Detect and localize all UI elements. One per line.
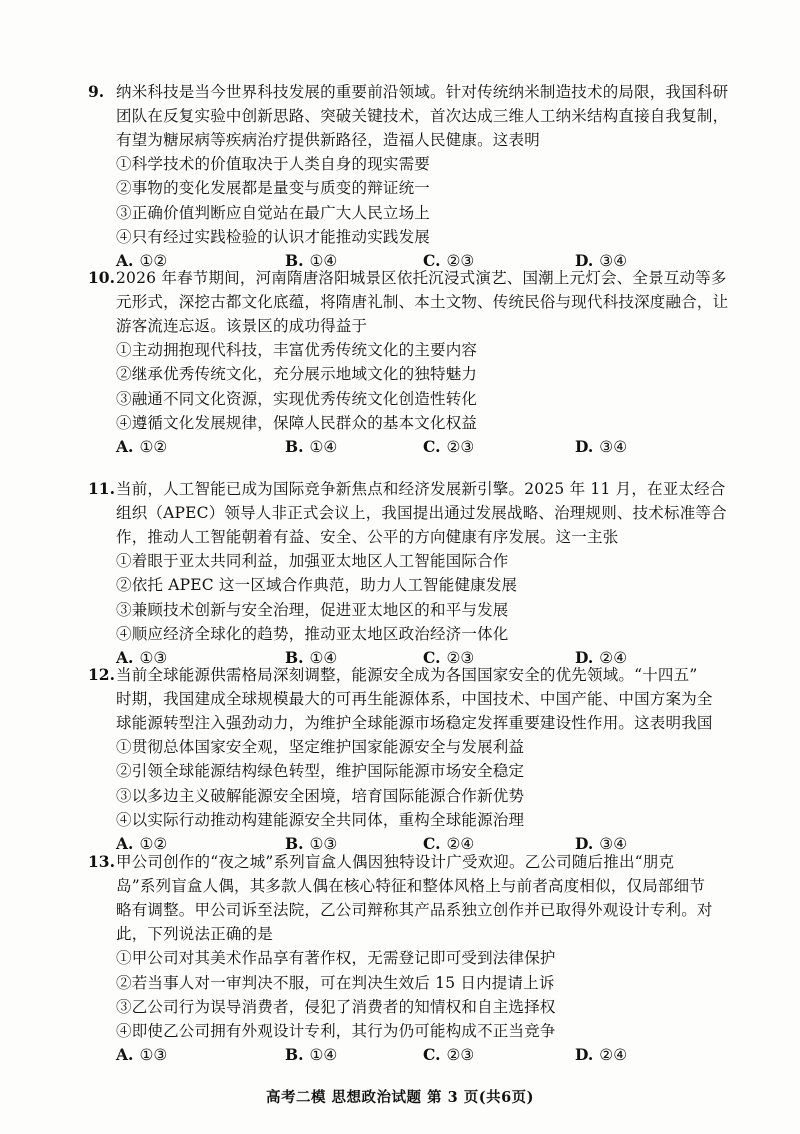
option-label: D. bbox=[575, 833, 594, 853]
option-label: B. bbox=[285, 1044, 304, 1064]
question-number: 13. bbox=[88, 852, 115, 871]
option-label: B. bbox=[285, 250, 304, 270]
option-label: A. bbox=[116, 436, 134, 456]
option-text: ③④ bbox=[599, 834, 628, 853]
option-text: ①③ bbox=[139, 1045, 168, 1064]
question-number: 9. bbox=[88, 82, 105, 101]
option-text: ②④ bbox=[446, 834, 475, 853]
option-label: B. bbox=[285, 647, 304, 667]
page-footer: 高考二模 思想政治试题 第 3 页(共6页) bbox=[265, 1089, 535, 1106]
option-label: B. bbox=[285, 833, 304, 853]
option-text: ②③ bbox=[446, 251, 475, 270]
option-label: A. bbox=[116, 647, 134, 667]
statement-item: ②依托 APEC 这一区域合作典范，助力人工智能健康发展 bbox=[116, 576, 518, 595]
answer-option[interactable] bbox=[575, 437, 627, 457]
option-text: ①③ bbox=[309, 834, 338, 853]
statement-item: ②若当事人对一审判决不服，可在判决生效后 15 日内提请上诉 bbox=[116, 973, 555, 992]
statement-item: ①甲公司对其美术作品享有著作权，无需登记即可受到法律保护 bbox=[116, 949, 556, 968]
statement-item: ③兼顾技术创新与安全治理，促进亚太地区的和平与发展 bbox=[116, 600, 509, 619]
question-stem-line: 游客流连忘返。该景区的成功得益于 bbox=[116, 317, 368, 336]
option-label: B. bbox=[285, 436, 304, 456]
option-label: C. bbox=[423, 1044, 441, 1064]
statement-item: ③以多边主义破解能源安全困境，培育国际能源合作新优势 bbox=[116, 786, 525, 805]
option-label: C. bbox=[423, 833, 441, 853]
question-stem-line: 球能源转型注入强劲动力，为维护全球能源市场稳定发挥重要建设性作用。这表明我国 bbox=[116, 714, 713, 733]
question-stem-line: 作，推动人工智能朝着有益、安全、公平的方向健康有序发展。这一主张 bbox=[116, 528, 619, 547]
statement-item: ①主动拥抱现代科技，丰富优秀传统文化的主要内容 bbox=[116, 341, 478, 360]
statement-item: ④只有经过实践检验的认识才能推动实践发展 bbox=[116, 227, 431, 246]
question-number: 10. bbox=[88, 268, 115, 287]
option-label: A. bbox=[116, 250, 134, 270]
option-label: A. bbox=[116, 833, 134, 853]
statement-item: ①科学技术的价值取决于人类自身的现实需要 bbox=[116, 155, 431, 174]
option-text: ②③ bbox=[446, 648, 475, 667]
answer-option[interactable] bbox=[116, 1045, 167, 1065]
question-stem-line: 元形式，深挖古都文化底蕴，将隋唐礼制、本土文物、传统民俗与现代科技深度融合，让 bbox=[116, 293, 729, 312]
question-stem-line: 有望为糖尿病等疾病治疗提供新路径，造福人民健康。这表明 bbox=[116, 131, 540, 150]
answer-option[interactable] bbox=[285, 1045, 337, 1065]
statement-item: ①贯彻总体国家安全观，坚定维护国家能源安全与发展利益 bbox=[116, 738, 525, 757]
option-text: ②④ bbox=[599, 1045, 628, 1064]
option-text: ③④ bbox=[599, 251, 628, 270]
statement-item: ②事物的变化发展都是量变与质变的辩证统一 bbox=[116, 179, 431, 198]
statement-item: ③乙公司行为误导消费者，侵犯了消费者的知情权和自主选择权 bbox=[116, 997, 556, 1016]
answer-option[interactable] bbox=[116, 437, 167, 457]
option-text: ①④ bbox=[309, 437, 338, 456]
option-text: ①② bbox=[139, 251, 168, 270]
answer-option[interactable] bbox=[285, 834, 337, 854]
option-label: D. bbox=[575, 647, 594, 667]
answer-option[interactable] bbox=[423, 1045, 474, 1065]
option-text: ③④ bbox=[599, 437, 628, 456]
option-label: D. bbox=[575, 1044, 594, 1064]
statement-item: ③融通不同文化资源，实现优秀传统文化创造性转化 bbox=[116, 389, 478, 408]
question-number: 11. bbox=[88, 479, 115, 498]
option-text: ②④ bbox=[599, 648, 628, 667]
option-label: C. bbox=[423, 436, 441, 456]
statement-item: ③正确价值判断应自觉站在最广大人民立场上 bbox=[116, 203, 431, 222]
statement-item: ②继承优秀传统文化，充分展示地域文化的独特魅力 bbox=[116, 365, 478, 384]
option-label: C. bbox=[423, 647, 441, 667]
option-text: ①② bbox=[139, 834, 168, 853]
answer-option[interactable] bbox=[575, 834, 627, 854]
option-text: ①④ bbox=[309, 1045, 338, 1064]
statement-item: ④以实际行动推动构建能源安全共同体，重构全球能源治理 bbox=[116, 810, 525, 829]
question-stem-line: 当前，人工智能已成为国际竞争新焦点和经济发展新引擎。2025 年 11 月，在亚太经合 bbox=[116, 480, 726, 498]
question-stem-line: 纳米科技是当今世界科技发展的重要前沿领域。针对传统纳米制造技术的局限，我国科研 bbox=[116, 83, 729, 101]
option-text: ②③ bbox=[446, 1045, 475, 1064]
question-stem-line: 岛”系列盲盒人偶，其多款人偶在核心特征和整体风格上与前者高度相似，仅局部细节 bbox=[116, 877, 706, 896]
option-text: ②③ bbox=[446, 437, 475, 456]
option-label: D. bbox=[575, 436, 594, 456]
question-stem-line: 组织（APEC）领导人非正式会议上，我国提出通过发展战略、治理规则、技术标准等合 bbox=[116, 504, 727, 523]
option-text: ①④ bbox=[309, 251, 338, 270]
answer-option[interactable] bbox=[423, 437, 474, 457]
question-stem-line: 甲公司创作的“夜之城”系列盲盒人偶因独特设计广受欢迎。乙公司随后推出“朋克 bbox=[116, 853, 675, 871]
option-label: A. bbox=[116, 1044, 134, 1064]
question-stem-line: 团队在反复实验中创新思路、突破关键技术，首次达成三维人工纳米结构直接自我复制， bbox=[116, 107, 729, 126]
statement-item: ④即使乙公司拥有外观设计专利，其行为仍可能构成不正当竞争 bbox=[116, 1021, 556, 1040]
answer-option[interactable] bbox=[285, 437, 337, 457]
question-stem-line: 略有调整。甲公司诉至法院，乙公司辩称其产品系独立创作并已取得外观设计专利。对 bbox=[116, 901, 713, 920]
statement-item: ②引领全球能源结构绿色转型，维护国际能源市场安全稳定 bbox=[116, 762, 525, 781]
question-stem-line: 2026 年春节期间，河南隋唐洛阳城景区依托沉浸式演艺、国潮上元灯会、全景互动等多 bbox=[116, 269, 727, 287]
statement-item: ④顺应经济全球化的趋势，推动亚太地区政治经济一体化 bbox=[116, 624, 509, 643]
option-label: D. bbox=[575, 250, 594, 270]
answer-option[interactable] bbox=[423, 834, 474, 854]
option-text: ①② bbox=[139, 437, 168, 456]
option-text: ①③ bbox=[139, 648, 168, 667]
option-label: C. bbox=[423, 250, 441, 270]
option-text: ①④ bbox=[309, 648, 338, 667]
question-stem-line: 当前全球能源供需格局深刻调整，能源安全成为各国国家安全的优先领域。“十四五” bbox=[116, 666, 698, 684]
answer-option[interactable] bbox=[575, 1045, 627, 1065]
question-stem-line: 此，下列说法正确的是 bbox=[116, 925, 274, 944]
statement-item: ①着眼于亚太共同利益，加强亚太地区人工智能国际合作 bbox=[116, 552, 509, 571]
question-stem-line: 时期，我国建成全球规模最大的可再生能源体系，中国技术、中国产能、中国方案为全 bbox=[116, 690, 713, 709]
question-number: 12. bbox=[88, 665, 115, 684]
statement-item: ④遵循文化发展规律，保障人民群众的基本文化权益 bbox=[116, 413, 478, 432]
answer-option[interactable] bbox=[116, 834, 167, 854]
